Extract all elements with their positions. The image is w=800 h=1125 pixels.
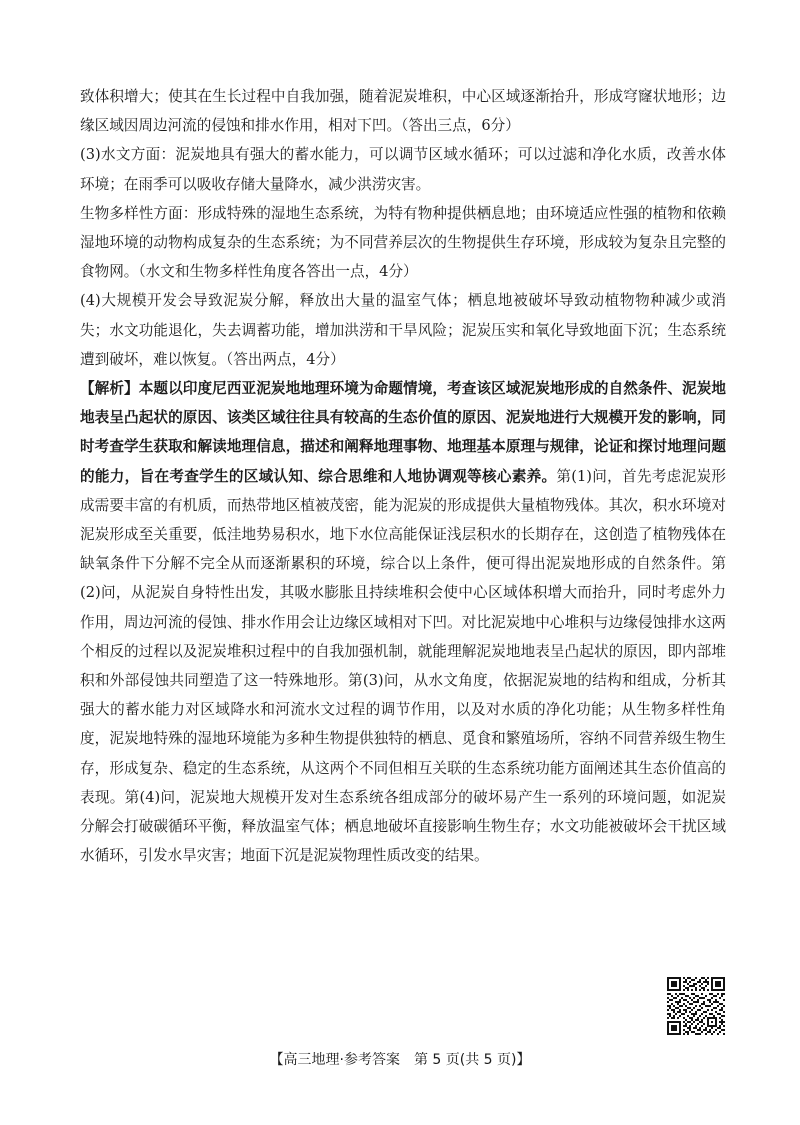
answer-q4: (4)大规模开发会导致泥炭分解，释放出大量的温室气体；栖息地被破坏导致动植物物种减少或消失；水文功能退化，失去调蓄功能，增加洪涝和干旱风险；泥炭压实和氧化导致地面下沉；生态系统遭到破坏，难以恢复。（答出两点，4分） bbox=[80, 292, 726, 368]
analysis-body: 第(1)问，首先考虑泥炭形成需要丰富的有机质，而热带地区植被茂密，能为泥炭的形成提供大量植物残体。其次，积水环境对泥炭形成至关重要，低洼地势易积水，地下水位高能保证浅层积水的长期存在，这创造了植物残体在缺氧条件下分解不完全从而逐渐累积的环境，综合以上条件，便可得出泥炭地形成的自然条件。第(2)问，从泥炭自身特性出发，其吸水膨胀且持续堆积会使中心区域体积增大而抬升，同时考虑外力作用，周边河流的侵蚀、排水作用会让边缘区域相对下凹。对比泥炭地中心堆积与边缘侵蚀排水这两个相反的过程以及泥炭堆积过程中的自我加强机制，就能理解泥炭地地表呈凸起状的原因，即内部堆积和外部侵蚀共同塑造了这一特殊地形。第(3)问，从水文角度，依据泥炭地的结构和组成，分析其强大的蓄水能力对区域降水和河流水文过程的调节作用，以及对水质的净化功能；从生物多样性角度，泥炭地特殊的湿地环境能为多种生物提供独特的栖息、觅食和繁殖场所，容纳不同营养级生物生存，形成复杂、稳定的生态系统，从这两个不同但相互关联的生态系统功能方面阐述其生态价值高的表现。第(4)问，泥炭地大规模开发对生态系统各组成部分的破坏易产生一系列的环境问题，如泥炭分解会打破碳循环平衡，释放温室气体；栖息地破坏直接影响生物生存；水文功能被破坏会干扰区域水循环，引发水旱灾害；地面下沉是泥炭物理性质改变的结果。 bbox=[80, 467, 726, 865]
analysis-intro: 【解析】本题以印度尼西亚泥炭地地理环境为命题情境，考查该区域泥炭地形成的自然条件、泥炭地地表呈凸起状的原因、该类区域往往具有较高的生态价值的原因、泥炭地进行大规模开发的影响，同时考查学生获取和解读地理信息，描述和阐释地理事物、地理基本原理与规律，论证和探讨地理问题的能力，旨在考查学生的区域认知、综合思维和人地协调观等核心素养。 bbox=[80, 380, 726, 485]
page-footer: 【高三地理·参考答案 第 5 页(共 5 页)】 bbox=[269, 1052, 531, 1068]
answer-q2-continuation: 致体积增大；使其在生长过程中自我加强，随着泥炭堆积，中心区域逐渐抬升，形成穹窿状地形；边缘区域因周边河流的侵蚀和排水作用，相对下凹。（答出三点，6分） bbox=[80, 88, 726, 135]
answer-content bbox=[80, 82, 726, 870]
analysis-paragraph bbox=[80, 374, 726, 870]
qr-code-icon bbox=[667, 977, 725, 1035]
answer-q3-hydrology: (3)水文方面：泥炭地具有强大的蓄水能力，可以调节区域水循环；可以过滤和净化水质，改善水体环境；在雨季可以吸收存储大量降水，减少洪涝灾害。 bbox=[80, 146, 726, 193]
answer-q3-biodiversity: 生物多样性方面：形成特殊的湿地生态系统，为特有物种提供栖息地；由环境适应性强的植物和依赖湿地环境的动物构成复杂的生态系统；为不同营养层次的生物提供生存环境，形成较为复杂且完整的食物网。（水文和生物多样性角度各答出一点，4分） bbox=[80, 204, 726, 281]
